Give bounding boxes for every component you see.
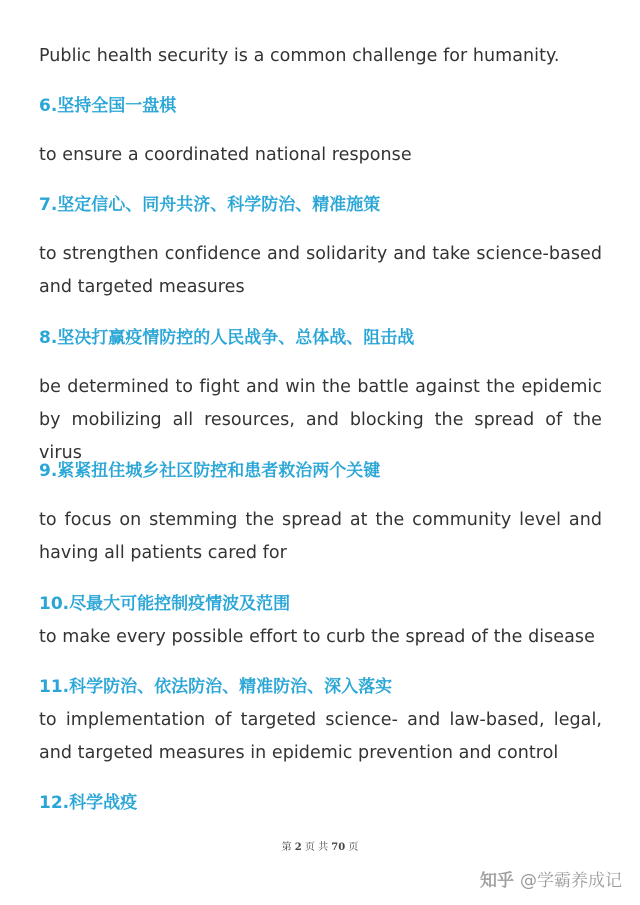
paragraph-7: to strengthen confidence and solidarity and take science-based and targeted measures bbox=[39, 244, 602, 297]
paragraph-11: to implementation of targeted science- and law-based, legal, and targeted measures in epidemic prevention and control bbox=[39, 710, 602, 763]
footer-middle: 页 共 bbox=[304, 842, 329, 853]
page-footer bbox=[0, 838, 640, 853]
heading-12: 12.科学战疫 bbox=[39, 793, 138, 813]
footer-prefix: 第 bbox=[281, 842, 292, 853]
paragraph-6: to ensure a coordinated national response bbox=[39, 145, 412, 165]
heading-8: 8.坚决打赢疫情防控的人民战争、总体战、阻击战 bbox=[39, 328, 415, 348]
paragraph-10: to make every possible effort to curb the spread of the disease bbox=[39, 627, 595, 647]
heading-7: 7.坚定信心、同舟共济、科学防治、精准施策 bbox=[39, 195, 381, 215]
paragraph-9: to focus on stemming the spread at the community level and having all patients cared for bbox=[39, 510, 602, 563]
heading-11: 11.科学防治、依法防治、精准防治、深入落实 bbox=[39, 677, 393, 697]
heading-6: 6.坚持全国一盘棋 bbox=[39, 96, 177, 116]
footer-suffix: 页 bbox=[348, 842, 359, 853]
heading-10: 10.尽最大可能控制疫情波及范围 bbox=[39, 594, 291, 614]
watermark-handle: @学霸养成记 bbox=[520, 871, 622, 891]
watermark bbox=[480, 866, 622, 891]
total-pages-number: 70 bbox=[331, 842, 346, 853]
heading-9: 9.紧紧扭住城乡社区防控和患者救治两个关键 bbox=[39, 461, 381, 481]
current-page-number: 2 bbox=[294, 842, 302, 853]
zhihu-logo: 知乎 bbox=[480, 871, 514, 891]
paragraph-intro: Public health security is a common challenge for humanity. bbox=[39, 46, 560, 66]
paragraph-8: be determined to fight and win the battle against the epidemic by mobilizing all resources, and blocking the spread of the virus bbox=[39, 377, 602, 463]
